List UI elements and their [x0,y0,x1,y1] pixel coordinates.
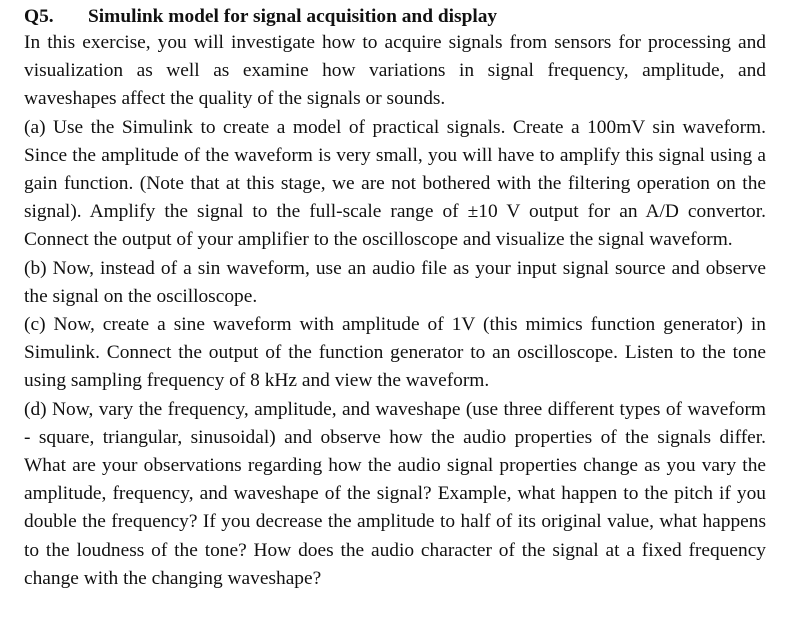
part-a-paragraph: (a) Use the Simulink to create a model of practical signals. Create a 100mV sin waveform. Since the amplitude of the waveform is very small, you will have to amplify this signal using a gain function. (Note that at this stage, we are not bothered with the filtering operation on the signal). Amplify the signal to the full-scale range of ±10 V output for an A/D convertor. Connect the output of your amplifier to the oscilloscope and visualize the signal waveform. [24,116,766,251]
intro-paragraph: In this exercise, you will investigate how to acquire signals from sensors for processing and visualization as well as examine how variations in signal frequency, amplitude, and waveshapes affect the quality of the signals or sounds. [24,32,766,110]
question-number: Q5. [24,6,54,27]
part-c-paragraph: (c) Now, create a sine waveform with amplitude of 1V (this mimics function generator) in Simulink. Connect the output of the function generator to an oscilloscope. Listen to the tone using sampling frequency of 8 kHz and view the waveform. [24,314,766,392]
part-b-paragraph: (b) Now, instead of a sin waveform, use an audio file as your input signal source and observe the signal on the oscilloscope. [24,257,766,307]
question-title: Simulink model for signal acquisition and display [88,6,498,27]
question-document [24,5,766,593]
part-d-paragraph: (d) Now, vary the frequency, amplitude, and waveshape (use three different types of waveform - square, triangular, sinusoidal) and observe how the audio properties of the signals differ. What are your observations regarding how the audio signal properties change as you vary the amplitude, frequency, and waveshape of the signal? Example, what happen to the pitch if you double the frequency? If you decrease the amplitude to half of its original value, what happens to the loudness of the tone? How does the audio character of the signal at a fixed frequency change with the changing waveshape? [24,398,766,589]
question-heading [24,5,766,29]
